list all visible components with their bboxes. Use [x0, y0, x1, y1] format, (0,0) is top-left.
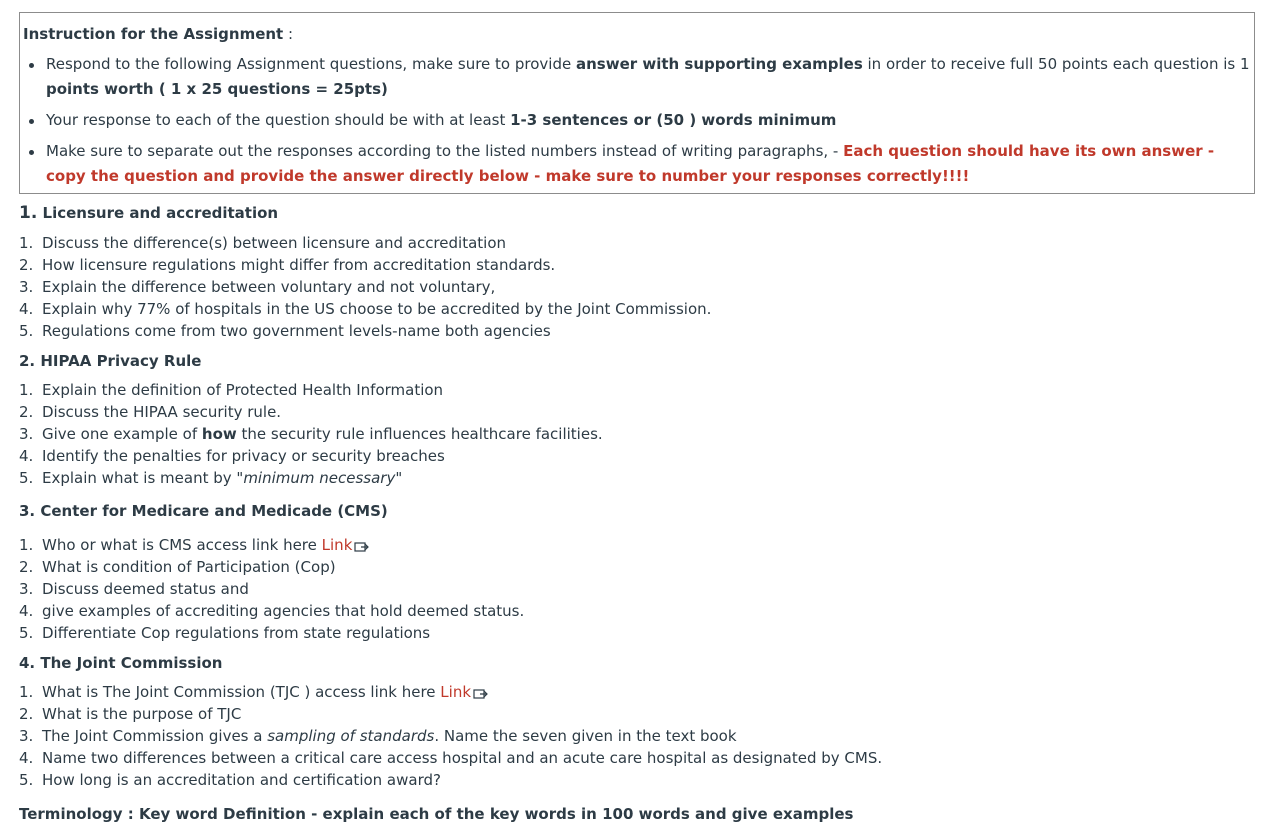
list-item: 1. What is The Joint Commission (TJC ) access link here Link	[19, 681, 882, 703]
instruction-title: Instruction for the Assignment :	[23, 25, 294, 43]
list-item: 3. Give one example of how the security rule influences healthcare facilities.	[19, 425, 603, 443]
cms-link[interactable]: Link	[321, 536, 353, 554]
list-item: 4. Explain why 77% of hospitals in the US choose to be accredited by the Joint Commission.	[19, 300, 712, 318]
external-link-icon	[473, 686, 489, 700]
instruction-bullet-3: Make sure to separate out the responses according to the listed numbers instead of writing paragraphs, - Each question should have its own answer - copy the question and provide the answer directly below - make sure to number your responses correctly!!!!	[23, 139, 1254, 189]
list-item: 1. Discuss the difference(s) between licensure and accreditation	[19, 234, 506, 252]
list-item: 1. Explain the definition of Protected Health Information	[19, 381, 444, 399]
instruction-bullet-1: Respond to the following Assignment questions, make sure to provide answer with supporting examples in order to receive full 50 points each question is 1 points worth ( 1 x 25 questions = 25pts)	[23, 52, 1254, 102]
section-2-heading: 2. HIPAA Privacy Rule	[19, 352, 202, 370]
list-item: 1. Who or what is CMS access link here Link	[19, 534, 524, 556]
tjc-link[interactable]: Link	[440, 683, 472, 701]
section-3-heading: 3. Center for Medicare and Medicade (CMS)	[19, 502, 388, 520]
list-item: 2. What is condition of Participation (Cop)	[19, 558, 336, 576]
section-1-list	[19, 232, 711, 342]
list-item: 2. Discuss the HIPAA security rule.	[19, 403, 282, 421]
list-item: 3. Explain the difference between voluntary and not voluntary,	[19, 278, 496, 296]
list-item: 5. Explain what is meant by "minimum necessary"	[19, 469, 403, 487]
instruction-box	[19, 12, 1255, 194]
instruction-bullet-2: Your response to each of the question should be with at least 1-3 sentences or (50 ) words minimum	[23, 108, 1254, 133]
section-4-list	[19, 681, 882, 791]
list-item: 5. Regulations come from two government levels-name both agencies	[19, 322, 551, 340]
instruction-list	[23, 52, 1254, 189]
list-item: 4. Identify the penalties for privacy or security breaches	[19, 447, 445, 465]
list-item: 4. Name two differences between a critical care access hospital and an acute care hospital as designated by CMS.	[19, 749, 883, 767]
section-1-heading: 1. Licensure and accreditation	[19, 203, 279, 223]
section-2-list	[19, 379, 603, 489]
section-4-heading: 4. The Joint Commission	[19, 654, 223, 672]
list-item: 3. Discuss deemed status and	[19, 580, 249, 598]
section-3-list	[19, 534, 524, 644]
terminology-heading: Terminology : Key word Definition - explain each of the key words in 100 words and give examples	[19, 805, 854, 823]
external-link-icon	[354, 539, 370, 553]
list-item: 4. give examples of accrediting agencies that hold deemed status.	[19, 602, 525, 620]
list-item: 2. How licensure regulations might differ from accreditation standards.	[19, 256, 556, 274]
list-item: 2. What is the purpose of TJC	[19, 705, 242, 723]
list-item: 3. The Joint Commission gives a sampling of standards. Name the seven given in the text book	[19, 727, 737, 745]
list-item: 5. How long is an accreditation and certification award?	[19, 771, 441, 789]
list-item: 5. Differentiate Cop regulations from state regulations	[19, 624, 431, 642]
